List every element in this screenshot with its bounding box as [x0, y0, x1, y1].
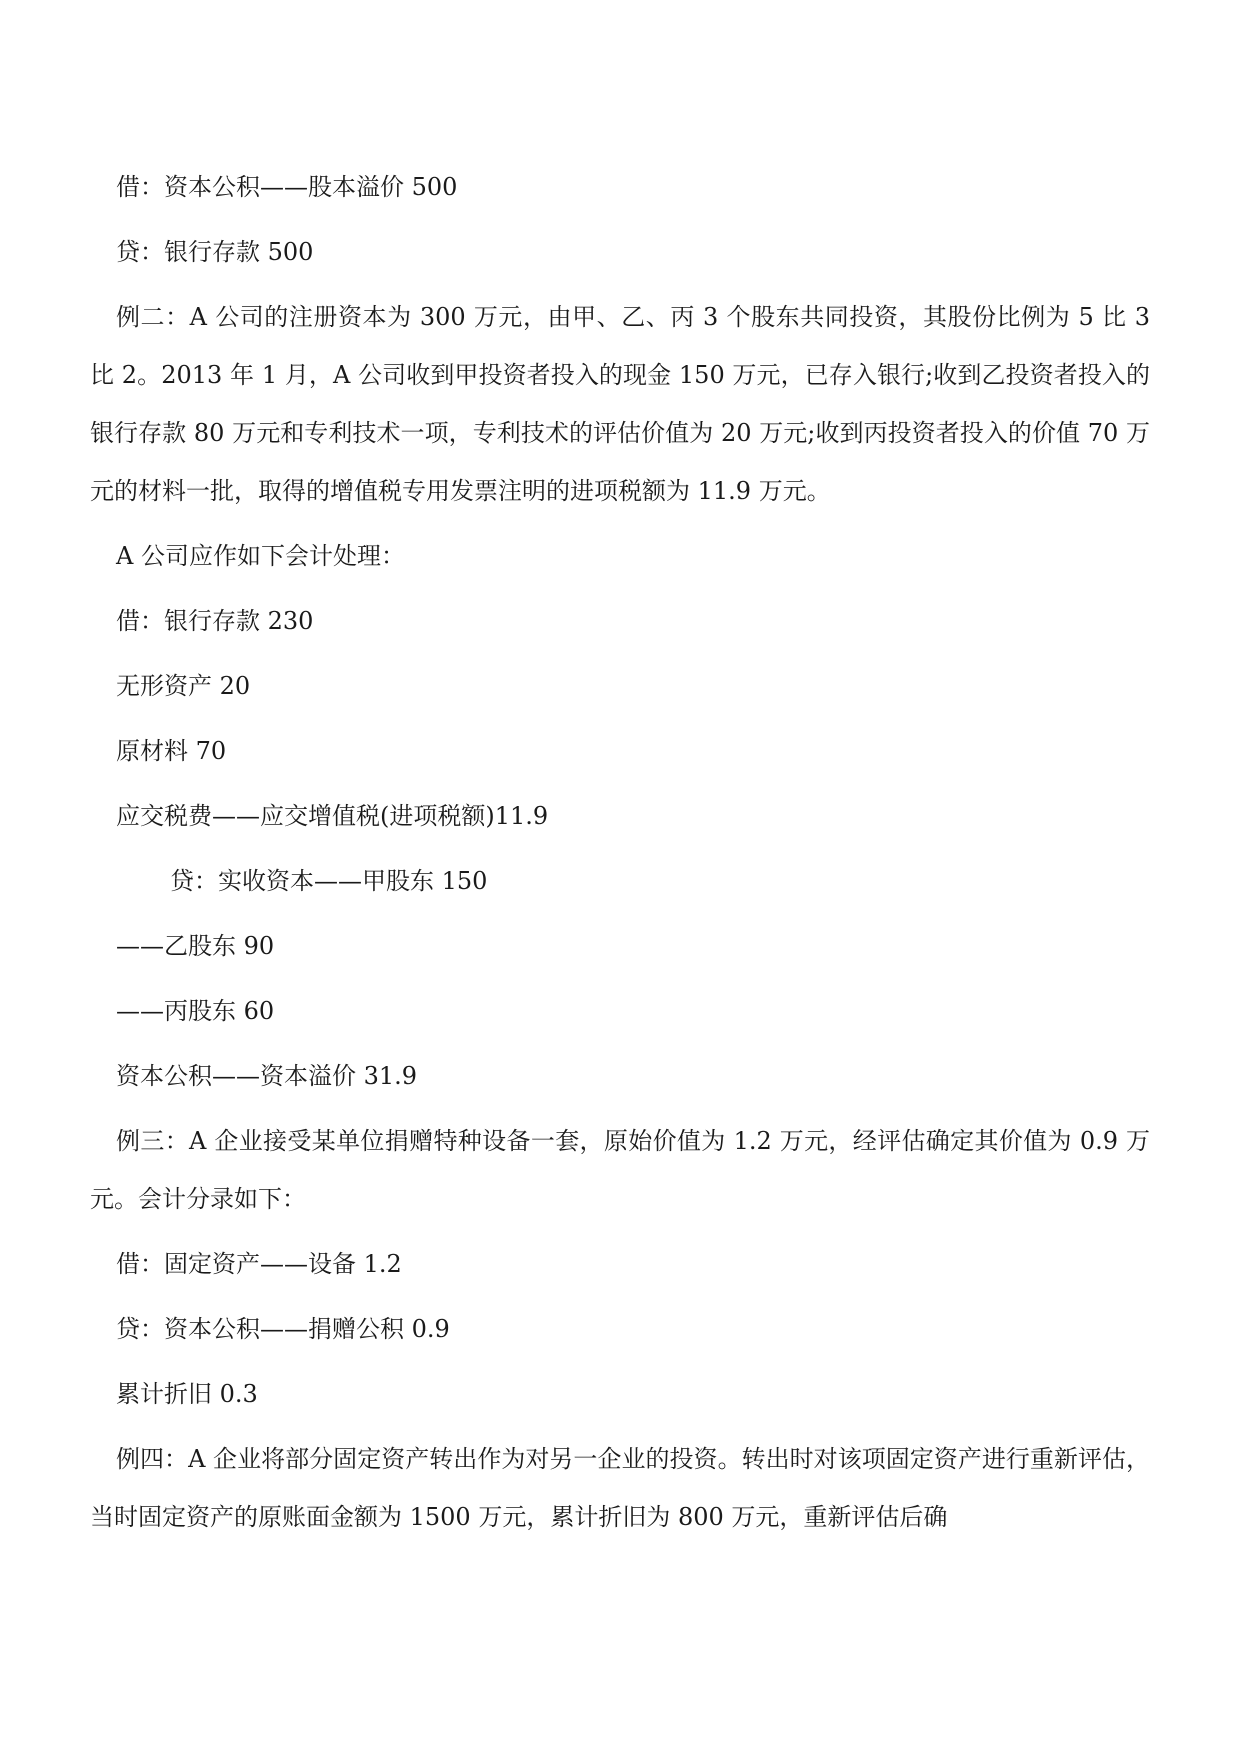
example-3-paragraph: 例三：A 企业接受某单位捐赠特种设备一套，原始价值为 1.2 万元，经评估确定其价值为 0.9 万元。会计分录如下： [90, 1127, 1150, 1213]
text-line: ——丙股东 60 [116, 997, 275, 1025]
text-line: 借：固定资产——设备 1.2 [116, 1250, 402, 1278]
text-line: A 公司应作如下会计处理： [116, 542, 405, 570]
text-line: 无形资产 20 [116, 672, 251, 700]
text-line: 贷：银行存款 500 [116, 238, 314, 266]
document-body [90, 155, 1150, 1550]
text-line: 原材料 70 [116, 737, 227, 765]
text-line: 借：资本公积——股本溢价 500 [116, 173, 458, 201]
text-line: 应交税费——应交增值税(进项税额)11.9 [116, 802, 549, 830]
text-line: 借：银行存款 230 [116, 607, 314, 635]
text-line: 贷：资本公积——捐赠公积 0.9 [116, 1315, 450, 1343]
text-line: 资本公积——资本溢价 31.9 [116, 1062, 418, 1090]
text-line: ——乙股东 90 [116, 932, 275, 960]
text-line: 贷：实收资本——甲股东 150 [170, 867, 488, 895]
text-line: 累计折旧 0.3 [116, 1380, 258, 1408]
example-4-paragraph: 例四：A 企业将部分固定资产转出作为对另一企业的投资。转出时对该项固定资产进行重新评估，当时固定资产的原账面金额为 1500 万元，累计折旧为 800 万元，重新评估后确 [90, 1445, 1150, 1531]
example-2-paragraph: 例二：A 公司的注册资本为 300 万元，由甲、乙、丙 3 个股东共同投资，其股份比例为 5 比 3 比 2。2013 年 1 月，A 公司收到甲投资者投入的现金 150 万元，已存入银行;收到乙投资者投入的银行存款 80 万元和专利技术一项，专利技术的评估价值为 20 万元;收到丙投资者投入的价值 70 万元的材料一批，取得的增值税专用发票注明的进项税额为 11.9 万元。 [90, 303, 1150, 505]
